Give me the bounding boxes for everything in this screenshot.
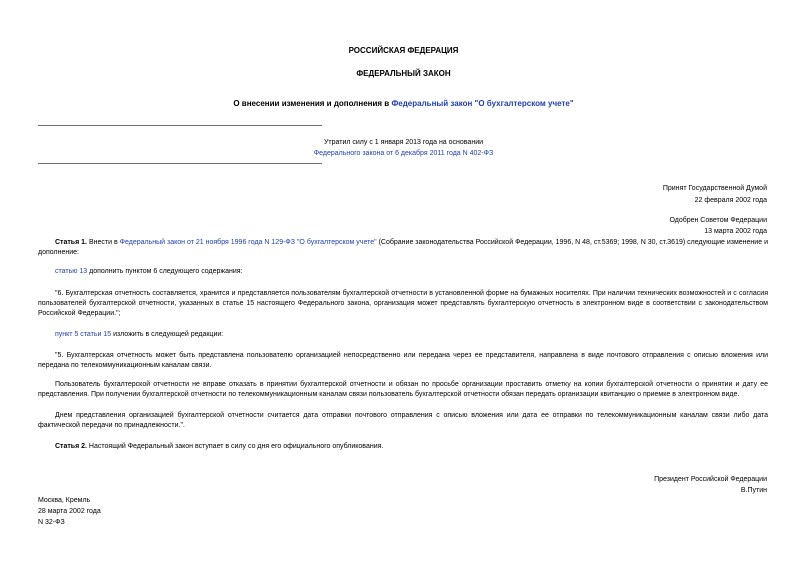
law-title-prefix: О внесении изменения и дополнения в xyxy=(233,99,392,108)
law-129-link[interactable]: Федеральный закон от 21 ноября 1996 года N 129-ФЗ "О бухгалтерском учете" xyxy=(119,239,377,246)
status-repeal-link[interactable]: Федерального закона от 6 декабря 2011 года N 402-ФЗ xyxy=(313,150,494,157)
article1-quote2: "5. Бухгалтерская отчетность может быть представлена пользователю организацией непосредственно или передана через ее представителя, направлена в виде почтового отправления с описью вложения или передана по телекоммуникационным каналам связи. xyxy=(38,352,768,369)
article2: Статья 2. Настоящий Федеральный закон вступает в силу со дня его официального опубликования. xyxy=(55,443,384,450)
header-title-country: РОССИЙСКАЯ ФЕДЕРАЦИЯ xyxy=(348,46,459,55)
status-line: Утратил силу с 1 января 2013 года на основании xyxy=(323,139,484,146)
article1-item1: статью 13 дополнить пунктом 6 следующего содержания: xyxy=(55,268,243,275)
article15-point5-link[interactable]: пункт 5 статьи 15 xyxy=(55,331,112,338)
article1-item2: пункт 5 статьи 15 изложить в следующей редакции: xyxy=(55,331,224,338)
signature-position: Президент Российской Федерации xyxy=(654,476,767,483)
law-title xyxy=(0,99,807,109)
article13-link[interactable]: статью 13 xyxy=(55,268,88,275)
approved-council: Одобрен Советом Федерации xyxy=(669,217,767,224)
article1-intro: Статья 1. Внести в Федеральный закон от 21 ноября 1996 года N 129-ФЗ "О бухгалтерском учете" (Собрание законодательства Российской Федерации, 1996, N 48, ст.5369; 1998, N 30, ст.3619) следующие изменение и дополнение: xyxy=(38,239,768,256)
article2-label: Статья 2. xyxy=(55,443,87,450)
adopted-duma-date: 22 февраля 2002 года xyxy=(694,197,767,204)
divider-top xyxy=(38,125,322,126)
article1-para4: Днем представления организацией бухгалтерской отчетности считается дата отправки почтового отправления с описью вложения или дата ее отправки по телекоммуникационным каналам связи либо дата фактической передачи по принадлежности.". xyxy=(38,412,768,429)
signature-name: В.Путин xyxy=(740,487,767,494)
footer-place: Москва, Кремль xyxy=(38,497,91,504)
header-title-law: ФЕДЕРАЛЬНЫЙ ЗАКОН xyxy=(356,69,451,78)
adopted-duma: Принят Государственной Думой xyxy=(662,185,767,192)
article1-quote1: "6. Бухгалтерская отчетность составляется, хранится и представляется пользователям бухгалтерской отчетности в установленной форме на бумажных носителях. При наличии технических возможностей и с согласия пользователей бухгалтерской отчетности, указанных в статье 15 настоящего Федерального закона, организация может представлять бухгалтерскую отчетность в электронном виде в соответствии с законодательством Российской Федерации."; xyxy=(38,290,768,317)
divider-bottom xyxy=(38,163,322,164)
footer-number: N 32-ФЗ xyxy=(38,519,65,526)
footer-date: 28 марта 2002 года xyxy=(38,508,101,515)
article1-label: Статья 1. xyxy=(55,239,87,246)
law-title-link[interactable]: Федеральный закон "О бухгалтерском учете" xyxy=(391,99,574,108)
approved-council-date: 13 марта 2002 года xyxy=(704,228,767,235)
article1-para3: Пользователь бухгалтерской отчетности не вправе отказать в принятии бухгалтерской отчетности и обязан по просьбе организации проставить отметку на копии бухгалтерской отчетности о принятии и дату ее представления. При получении бухгалтерской отчетности по телекоммуникационным каналам связи пользователь бухгалтерской отчетности обязан передать организации квитанцию о приемке в электронном виде. xyxy=(38,381,768,398)
